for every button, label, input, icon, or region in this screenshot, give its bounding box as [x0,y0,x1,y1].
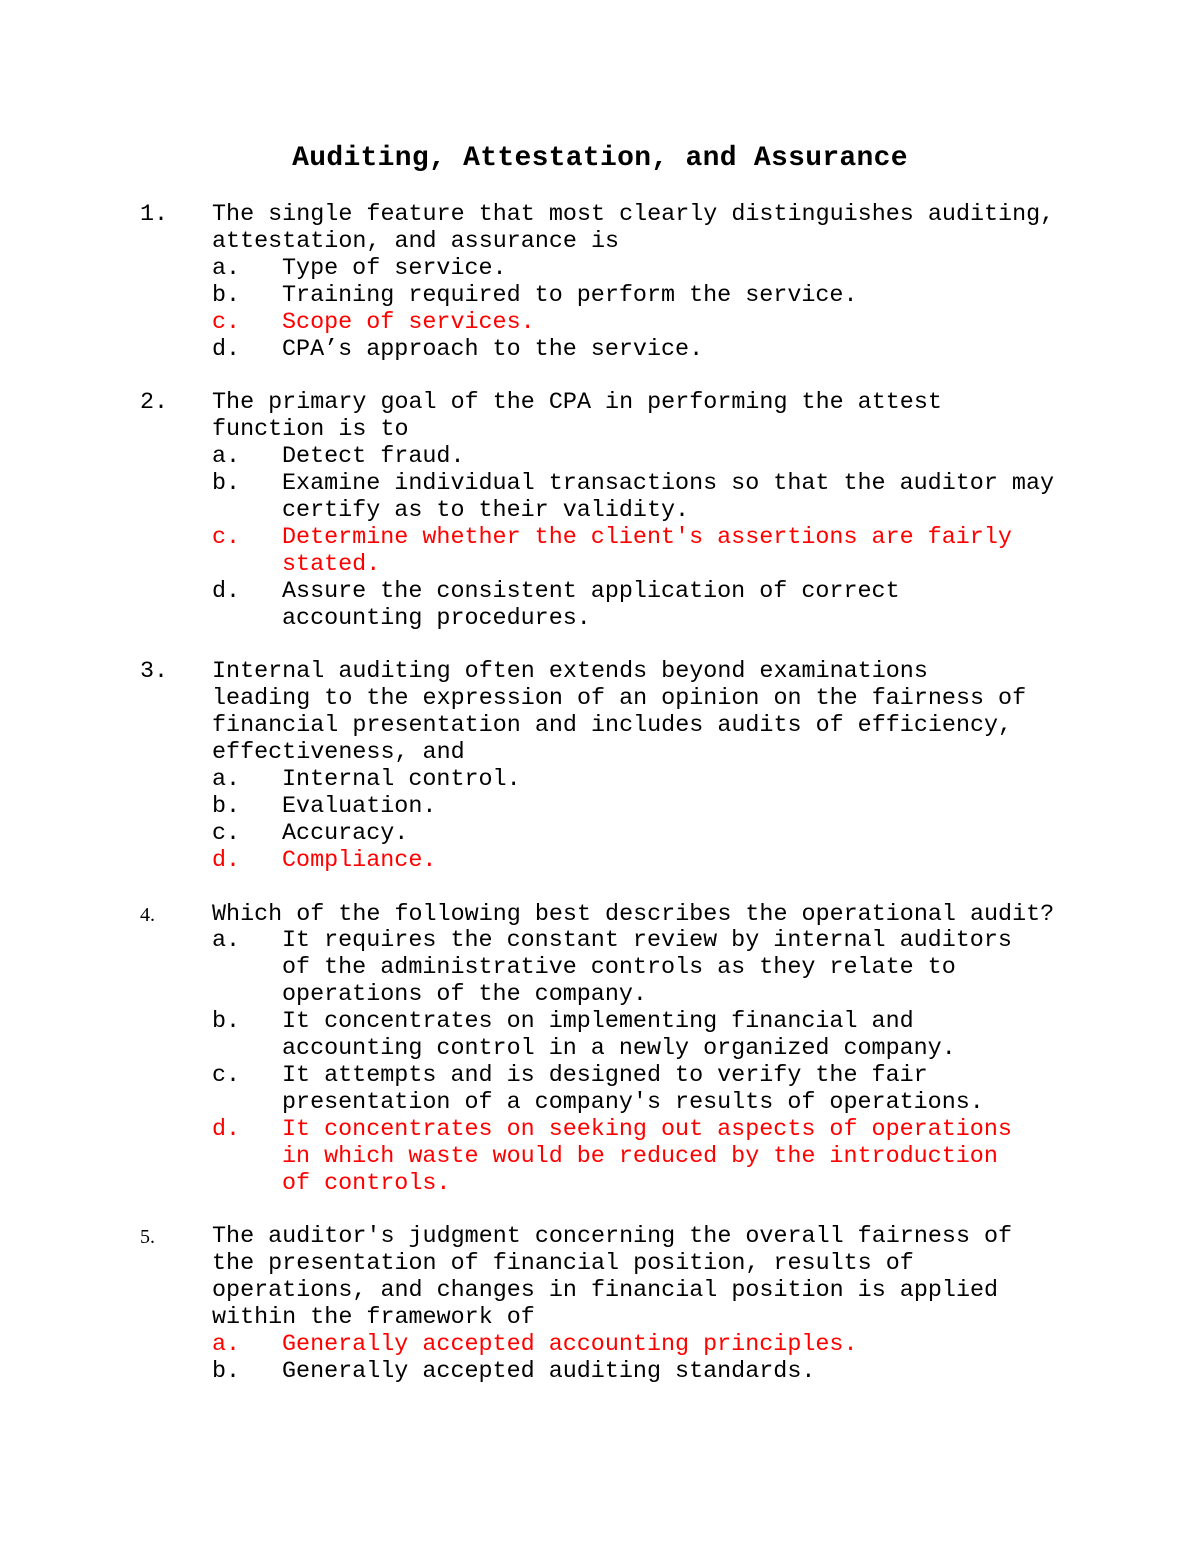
question-5 [140,1224,1140,1385]
option-letter: b. [212,793,241,820]
option-text: Type of service. [282,255,507,282]
option-text: Training required to perform the service. [282,282,858,309]
option-b [212,471,1140,525]
question-3 [140,659,1140,874]
option-b [212,1009,1140,1063]
option-letter: d. [212,578,241,605]
option-text: Evaluation. [282,793,437,820]
question-1 [140,202,1140,363]
option-a [212,256,1140,283]
option-letter: d. [212,1116,241,1143]
option-c-correct-answer [212,525,1140,579]
option-letter: c. [212,309,241,336]
option-text: Generally accepted accounting principles. [282,1332,858,1358]
option-letter: b. [212,1009,241,1036]
option-text: Compliance. [282,847,437,874]
question-number: 1. [140,202,169,228]
question-text: The auditor's judgment concerning the overall fairness of the presentation of financial position, results of operations, and changes in financial position is applied within the framework of [212,1224,1013,1332]
question-number: 2. [140,390,169,417]
question-text: Which of the following best describes the operational audit? [212,901,1055,928]
option-letter: c. [212,820,241,847]
option-text: Assure the consistent application of correct accounting procedures. [282,578,900,632]
option-letter: a. [212,767,241,793]
option-letter: b. [212,282,241,309]
option-text: Determine whether the client's assertions are fairly stated. [282,524,1012,578]
option-a [212,928,1140,1009]
question-text: Internal auditing often extends beyond examinations leading to the expression of an opinion on the fairness of financial presentation and includes audits of efficiency, effectiveness, and [212,659,1027,767]
question-number: 3. [140,659,169,686]
option-letter: a. [212,1332,241,1358]
option-list [212,444,1140,632]
option-d-correct-answer [212,1117,1140,1198]
option-text: Detect fraud. [282,444,465,471]
option-list [212,256,1140,364]
question-2 [140,390,1140,632]
option-text: It attempts and is designed to verify the fair presentation of a company's results of operations. [282,1062,984,1116]
option-letter: a. [212,444,241,471]
option-d [212,579,1140,633]
option-a [212,444,1140,471]
option-letter: a. [212,928,241,955]
option-letter: c. [212,1062,241,1089]
question-number: 5. [140,1226,155,1249]
option-text: It concentrates on seeking out aspects of operations in which waste would be reduced by the introduction of controls. [282,1116,1012,1197]
option-letter: d. [212,847,241,874]
option-text: Examine individual transactions so that the auditor may certify as to their validity. [282,471,1055,524]
option-list [212,767,1140,875]
option-letter: a. [212,255,241,282]
option-text: Scope of services. [282,309,535,336]
option-a-correct-answer [212,1332,1140,1359]
option-letter: b. [212,1358,241,1385]
option-d-correct-answer [212,848,1140,875]
option-text: It requires the constant review by internal auditors of the administrative controls as they relate to operations of the company. [282,928,1012,1009]
option-letter: c. [212,524,241,551]
option-b [212,794,1140,821]
question-text: The primary goal of the CPA in performing the attest function is to [212,390,942,444]
option-text: Accuracy. [282,820,409,847]
option-a [212,767,1140,794]
question-text: The single feature that most clearly distinguishes auditing, attestation, and assurance is [212,202,1055,255]
question-number: 4. [140,903,155,926]
option-text: Generally accepted auditing standards. [282,1358,816,1385]
option-list [212,1332,1140,1386]
page-title: Auditing, Attestation, and Assurance [292,143,908,174]
option-text: It concentrates on implementing financial and accounting control in a newly organized company. [282,1009,956,1063]
option-text: CPA’s approach to the service. [282,336,704,363]
question-list [140,202,1140,1413]
option-list [212,928,1140,1197]
question-4 [140,902,1140,1198]
option-b [212,283,1140,310]
option-b [212,1359,1140,1386]
option-c [212,1063,1140,1117]
option-c [212,821,1140,848]
option-letter: d. [212,336,241,363]
option-c-correct-answer [212,310,1140,337]
option-letter: b. [212,471,241,498]
option-text: Internal control. [282,767,521,793]
option-d [212,337,1140,364]
